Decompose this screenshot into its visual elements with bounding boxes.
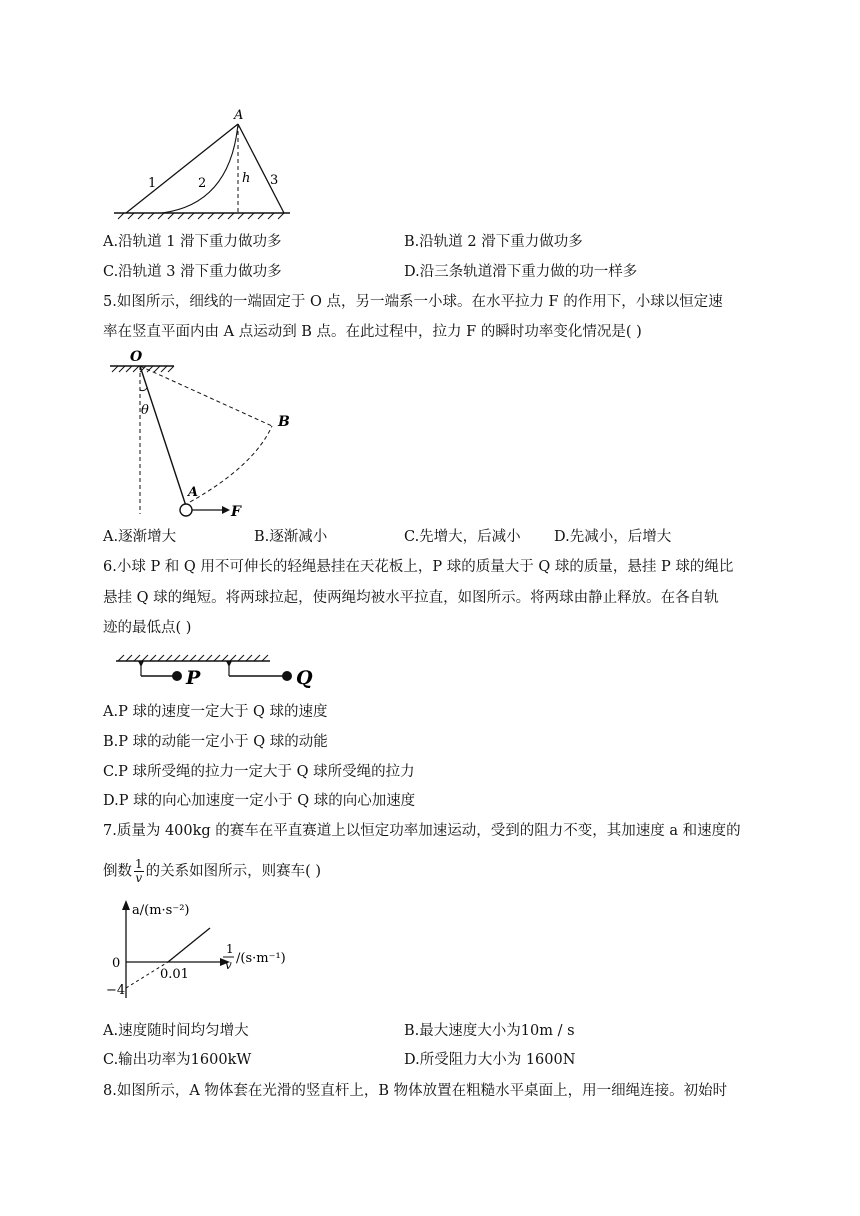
q7-stem-line1: 7.质量为 400kg 的赛车在平直赛道上以恒定功率加速运动，受到的阻力不变，其加速度 a 和速度的 — [103, 823, 741, 839]
q4-option-b: B.沿轨道 2 滑下重力做功多 — [404, 234, 583, 250]
q5-option-c: C.先增大，后减小 — [404, 529, 521, 545]
label-theta: θ — [141, 403, 149, 418]
q6-stem-line3: 迹的最低点( ) — [103, 620, 192, 636]
label-B: B — [278, 414, 290, 430]
label-2: 2 — [198, 176, 207, 191]
label-F: F — [231, 504, 241, 520]
figure-pendulum — [104, 346, 304, 524]
track-1 — [126, 124, 238, 213]
x-axis-unit: /(s·m⁻¹) — [236, 951, 286, 966]
x-intercept-label: 0.01 — [160, 967, 189, 982]
figure-two-balls — [112, 652, 322, 692]
ball-Q — [282, 671, 292, 681]
ball-P — [172, 671, 182, 681]
track-3 — [238, 124, 284, 213]
q6-option-d: D.P 球的向心加速度一定小于 Q 球的向心加速度 — [103, 793, 416, 809]
figure-a-vs-inv-v — [104, 898, 304, 1002]
label-A: A — [188, 485, 199, 500]
line-solid — [168, 928, 210, 962]
q7-option-c: C.输出功率为1600kW — [103, 1052, 252, 1068]
label-P: P — [186, 667, 201, 689]
ball-A — [180, 504, 192, 516]
q7-fraction: $\frac{1}{v}$ — [135, 857, 143, 885]
q6-stem-line2: 悬挂 Q 球的绳短。将两球拉起，使两绳均被水平拉直，如图所示。将两球由静止释放。在各自轨 — [103, 590, 719, 606]
label-Q: Q — [296, 667, 313, 689]
q5-option-d: D.先减小，后增大 — [554, 529, 672, 545]
track-2 — [162, 124, 238, 213]
q4-option-a: A.沿轨道 1 滑下重力做功多 — [103, 234, 282, 250]
q6-option-b: B.P 球的动能一定小于 Q 球的动能 — [103, 734, 328, 750]
y-axis-label: a/(m·s⁻²) — [132, 903, 190, 918]
q5-option-b: B.逐渐减小 — [254, 529, 328, 545]
label-A: A — [234, 108, 244, 123]
q7-option-d: D.所受阻力大小为 1600N — [404, 1052, 576, 1068]
origin-label: 0 — [112, 956, 121, 971]
q7-line2-pre: 倒数 — [103, 863, 132, 880]
y-intercept-label: −4 — [106, 983, 126, 998]
q4-option-d: D.沿三条轨道滑下重力做的功一样多 — [404, 264, 638, 280]
q5-option-a: A.逐渐增大 — [103, 529, 177, 545]
q7-option-a: A.速度随时间均匀增大 — [103, 1023, 249, 1039]
label-O: O — [130, 349, 143, 365]
label-h: h — [242, 171, 251, 186]
q6-option-c: C.P 球所受绳的拉力一定大于 Q 球所受绳的拉力 — [103, 764, 415, 780]
label-1: 1 — [148, 176, 157, 191]
string-OB-dashed — [140, 366, 272, 426]
q8-stem-line1: 8.如图所示，A 物体套在光滑的竖直杆上，B 物体放置在粗糙水平桌面上，用一细绳连接。初始时 — [103, 1083, 728, 1099]
q4-option-c: C.沿轨道 3 滑下重力做功多 — [103, 264, 282, 280]
q5-stem-line2: 率在竖直平面内由 A 点运动到 B 点。在此过程中，拉力 F 的瞬时功率变化情况是( ) — [103, 324, 642, 340]
q5-stem-line1: 5.如图所示，细线的一端固定于 O 点，另一端系一小球。在水平拉力 F 的作用下，小球以恒定速 — [103, 294, 723, 310]
q7-option-b: B.最大速度大小为10m / s — [404, 1023, 575, 1039]
label-3: 3 — [270, 173, 279, 188]
x-label-den: v — [225, 958, 232, 972]
arc-AB — [190, 426, 272, 502]
q7-stem-line2 — [103, 858, 321, 885]
q7-line2-post: 的关系如图所示，则赛车( ) — [145, 863, 322, 880]
x-label-num: 1 — [226, 942, 234, 956]
string-OA — [140, 366, 186, 506]
q6-option-a: A.P 球的速度一定大于 Q 球的速度 — [103, 704, 328, 720]
q6-stem-line1: 6.小球 P 和 Q 用不可伸长的轻绳悬挂在天花板上，P 球的质量大于 Q 球的质量，悬挂 P 球的绳比 — [103, 559, 734, 575]
figure-tracks — [110, 104, 300, 222]
